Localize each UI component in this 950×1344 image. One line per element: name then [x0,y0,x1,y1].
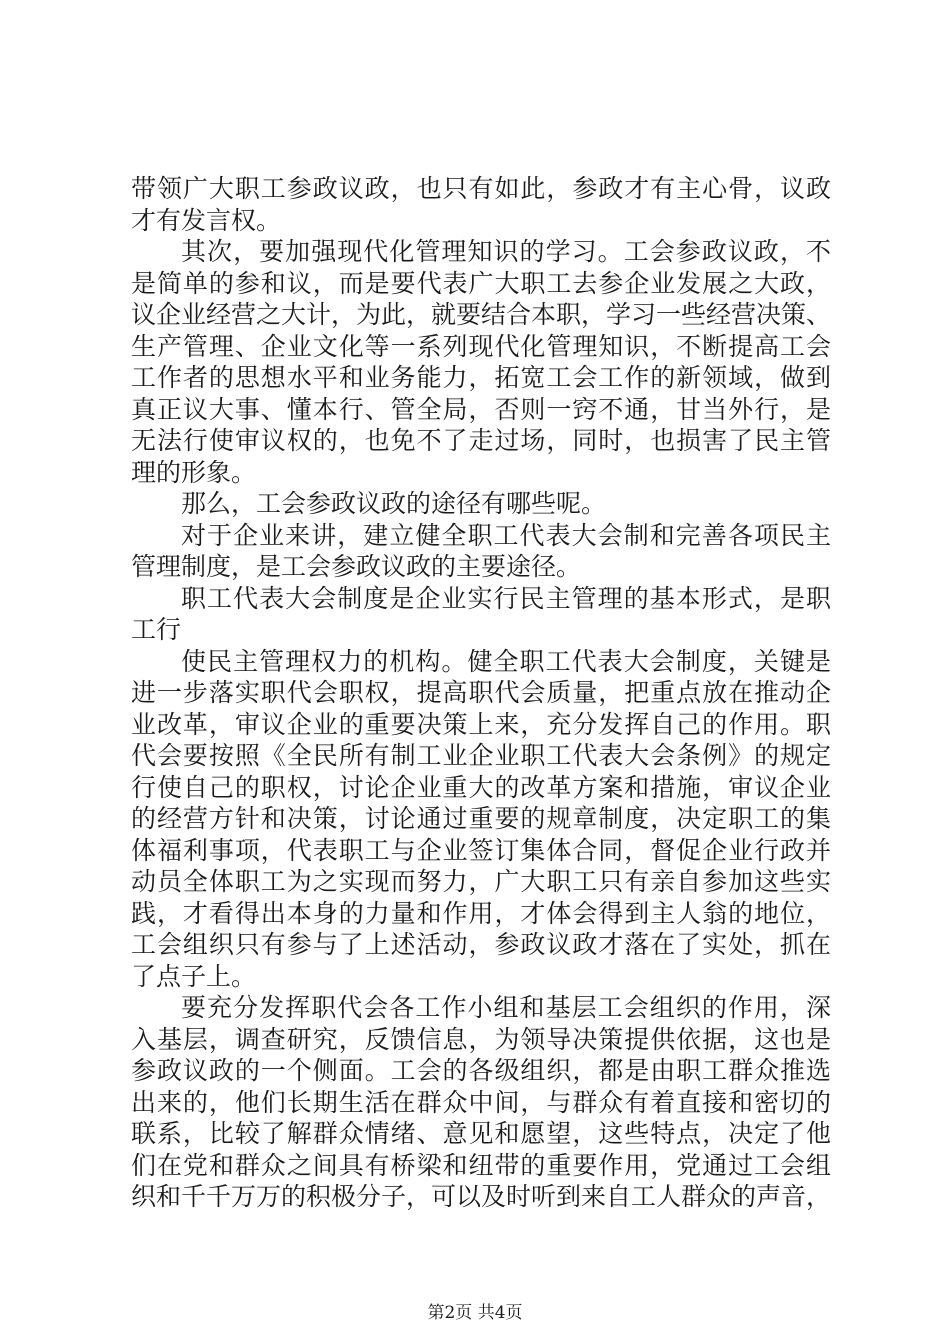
text-line: 体福利事项，代表职工与企业签订集体合同，督促企业行政并 [131,835,831,865]
text-line: 进一步落实职代会职权，提高职代会质量，把重点放在推动企 [131,678,831,707]
text-line: 参政议政的一个侧面。工会的各级组织，都是由职工群众推选 [131,1056,831,1085]
text-line: 的经营方针和决策，讨论通过重要的规章制度，决定职工的集 [131,804,831,833]
page-footer: 第2页 共4页 [427,1303,523,1323]
paragraph [131,173,831,236]
text-line: 那么，工会参政议政的途径有哪些呢。 [181,489,607,518]
text-line: 工行 [131,615,182,644]
text-line: 业改革，审议企业的重要决策上来，充分发挥自己的作用。职 [131,709,831,739]
text-line: 无法行使审议权的，也免不了走过场，同时，也损害了民主管 [131,426,831,455]
paragraph [131,992,831,1213]
text-line: 议企业经营之大计，为此，就要结合本职，学习一些经营决策、 [131,300,832,329]
text-line: 动员全体职工为之实现而努力，广大职工只有亲自参加这些实 [131,867,831,896]
text-line: 要充分发挥职代会各工作小组和基层工会组织的作用，深 [181,993,831,1022]
text-line: 入基层，调查研究，反馈信息，为领导决策提供依据，这也是 [131,1024,831,1054]
text-line: 代会要按照《全民所有制工业企业职工代表大会条例》的规定 [131,741,831,770]
text-line: 出来的，他们长期生活在群众中间，与群众有着直接和密切的 [131,1087,831,1117]
text-line: 行使自己的职权，讨论企业重大的改革方案和措施，审议企业 [131,772,831,802]
text-line: 们在党和群众之间具有桥梁和纽带的重要作用，党通过工会组 [131,1150,831,1180]
text-line: 理的形象。 [131,457,257,487]
text-line: 对于企业来讲，建立健全职工代表大会制和完善各项民主 [181,520,831,550]
text-line: 职工代表大会制度是企业实行民主管理的基本形式，是职 [181,583,831,613]
body-text [131,173,831,1213]
text-line: 践，才看得出本身的力量和作用，才体会得到主人翁的地位， [131,898,831,928]
text-line: 才有发言权。 [131,205,282,235]
paragraph [131,646,831,993]
text-line: 真正议大事、懂本行、管全局，否则一窍不通，甘当外行，是 [131,394,831,424]
text-line: 生产管理、企业文化等一系列现代化管理知识，不断提高工会 [131,331,831,361]
text-line: 织和千千万万的积极分子，可以及时听到来自工人群众的声音， [131,1182,832,1211]
text-line: 是简单的参和议，而是要代表广大职工去参企业发展之大政， [131,268,831,298]
text-line: 了点子上。 [131,961,257,991]
paragraph [131,488,831,520]
text-line: 工会组织只有参与了上述活动，参政议政才落在了实处，抓在 [131,930,831,959]
text-line: 其次，要加强现代化管理知识的学习。工会参政议政，不 [181,237,831,266]
paragraph [131,520,831,583]
text-line: 工作者的思想水平和业务能力，拓宽工会工作的新领域，做到 [131,363,831,392]
text-line: 联系，比较了解群众情绪、意见和愿望，这些特点，决定了他 [131,1119,831,1148]
text-line: 使民主管理权力的机构。健全职工代表大会制度，关键是 [181,646,831,676]
paragraph [131,236,831,488]
text-line: 管理制度，是工会参政议政的主要途径。 [131,552,582,581]
paragraph [131,583,831,646]
text-line: 带领广大职工参政议政，也只有如此，参政才有主心骨，议政 [131,174,831,203]
